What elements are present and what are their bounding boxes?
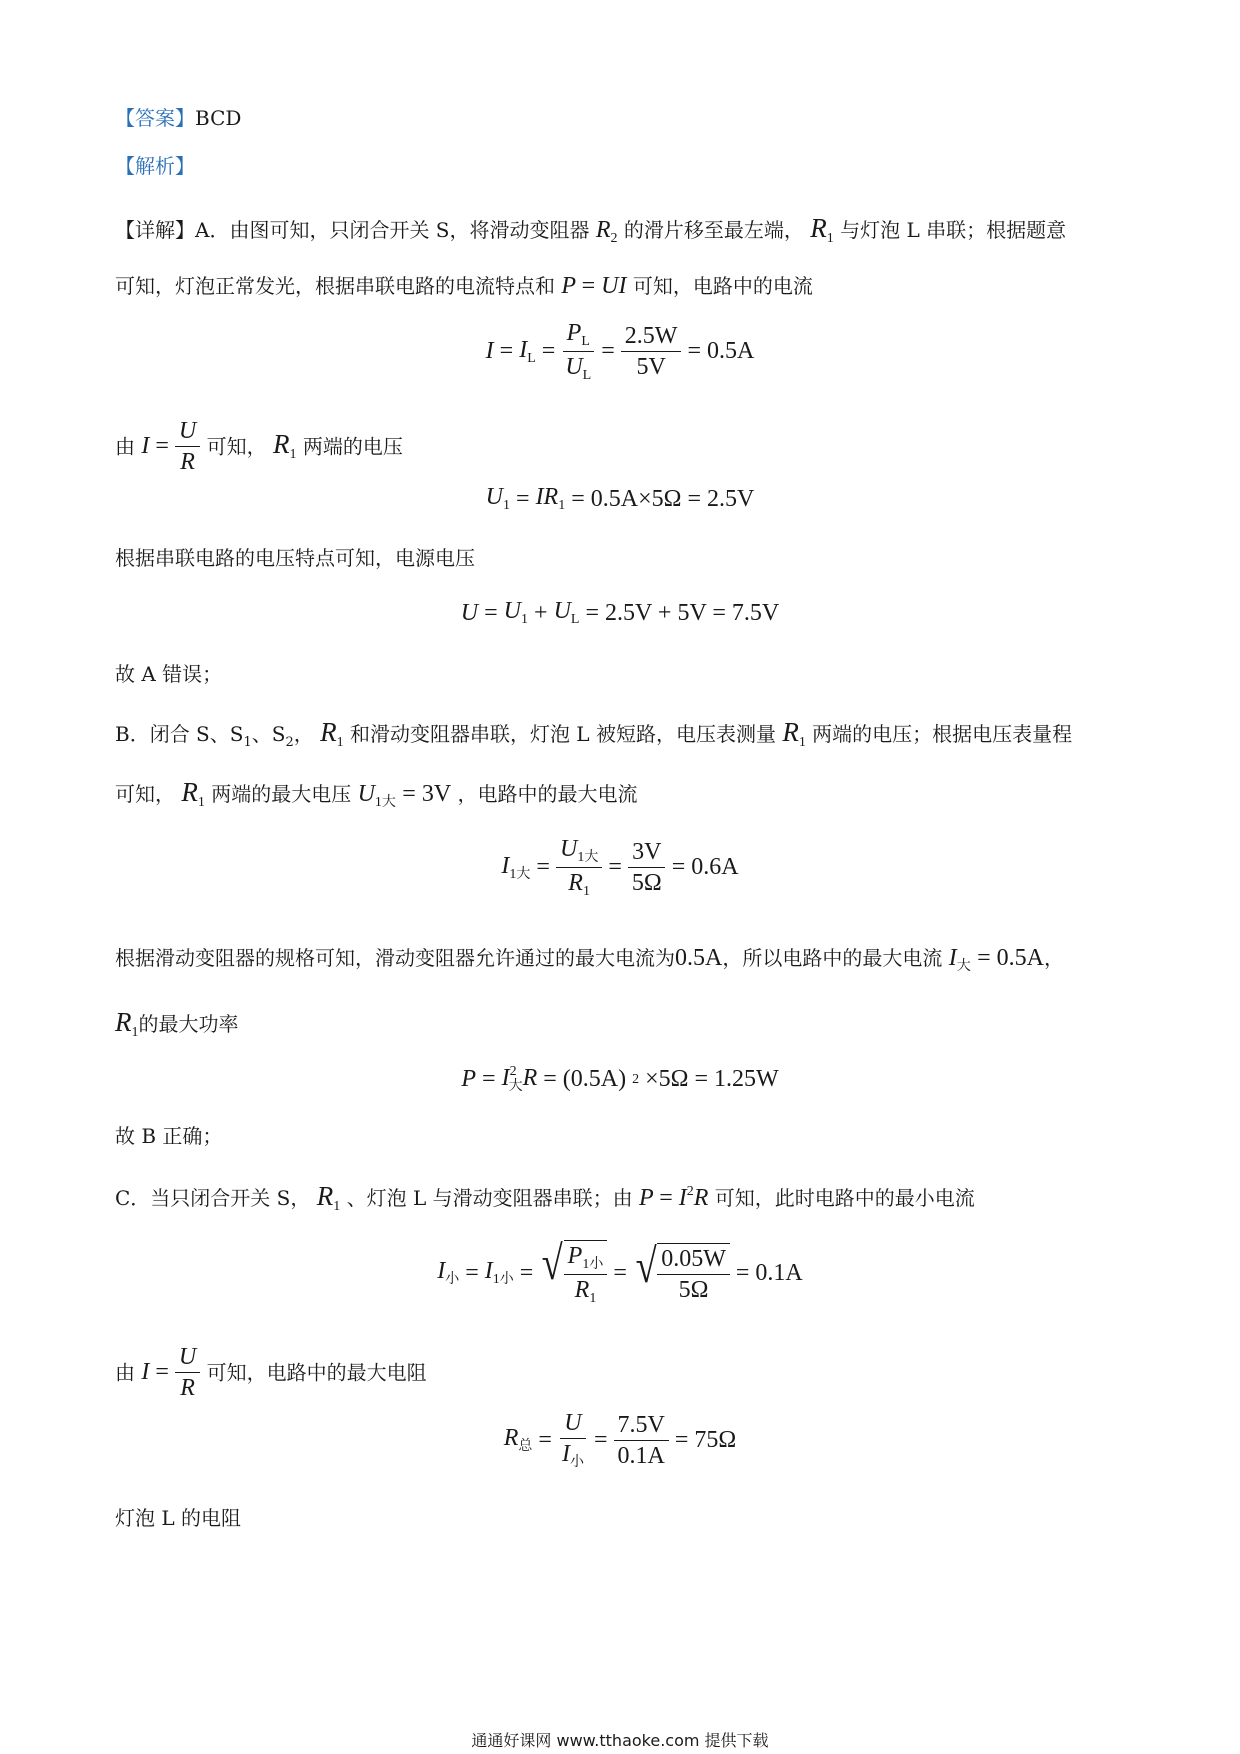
equation-imin: $I_小$ = $I_{1小}$ = √ $\frac{P_{1小}}{R_1}$ = √ $\frac{0.05W}{5\Omega}$ = 0.1A xyxy=(437,1237,803,1307)
detail-line-9: $R_1$的最大功率 xyxy=(115,1007,239,1040)
text: 可知，电路中的电流 xyxy=(632,274,813,298)
text: ，电路中的最大电流 xyxy=(457,782,638,806)
eq2-text: = 0.5A×5Ω = 2.5V xyxy=(571,485,755,512)
answer-line xyxy=(115,106,1135,130)
text: 与灯泡 L 串联；根据题意 xyxy=(840,218,1067,242)
text: ， xyxy=(1043,946,1064,970)
eq1-num2: 2.5W xyxy=(621,323,682,352)
eq3-text: = 2.5V + 5V = 7.5V xyxy=(585,599,780,626)
text: = 0.5A xyxy=(977,945,1044,971)
eq6-den2: 5Ω xyxy=(678,1277,709,1304)
equation-current: I = $I_L$ = $\frac{P_L}{U_L}$ = $\frac{2.5W}{5V}$ = 0.5A xyxy=(485,320,755,384)
text: 可知， xyxy=(115,782,175,806)
detail-line-7: 可知， $R_1$ 两端的最大电压 $U_{1大} = 3V$ ，电路中的最大电流 xyxy=(115,777,638,810)
text: B．闭合 S、S xyxy=(115,722,244,746)
eq4-num2: 3V xyxy=(628,839,665,868)
detail-line-4 xyxy=(115,546,1135,570)
detail-line-13 xyxy=(115,1506,1135,1530)
analysis-tag: 【解析】 xyxy=(115,154,195,178)
text: 、S xyxy=(251,722,286,746)
text: 灯泡 L 的电阻 xyxy=(115,1506,241,1530)
eq1-result: = 0.5A xyxy=(687,338,755,365)
detail-line-2 xyxy=(115,272,1135,301)
detail-line-5 xyxy=(115,662,1135,686)
eq6-result: = 0.1A xyxy=(735,1259,803,1286)
text: 可知，此时电路中的最小电流 xyxy=(714,1186,975,1210)
text: 和滑动变阻器串联，灯泡 L 被短路，电压表测量 xyxy=(349,722,776,746)
text: C．当只闭合开关 S， xyxy=(115,1186,311,1210)
equation-u: U = $U_1$ + $U_L$ = 2.5V + 5V = 7.5V xyxy=(460,598,780,627)
eq7-num2: 7.5V xyxy=(614,1412,669,1441)
detail-line-12: 由 I = $\frac{U}{R}$ 可知，电路中的最大电阻 xyxy=(115,1344,427,1402)
eq4-den2: 5Ω xyxy=(631,870,662,897)
answer-tag: 【答案】 xyxy=(115,106,195,130)
eq7-den2: 0.1A xyxy=(617,1442,665,1469)
equation-rtotal: $R_总$ = $\frac{U}{I_小}$ = $\frac{7.5V}{0.1A}$ = 75Ω xyxy=(503,1410,737,1471)
footer-watermark: 通通好课网 www.tthaoke.com 提供下载 xyxy=(471,1731,769,1750)
detail-line-6: B．闭合 S、$S_1$、$S_2$， $R_1$ 和滑动变阻器串联，灯泡 L 被短路，电压表测量 $R_1$ 两端的电压；根据电压表量程 xyxy=(115,717,1073,750)
math-r1: $R_1$ xyxy=(810,213,834,246)
eq1-den2: 5V xyxy=(636,354,666,381)
text: 的滑片移至最左端， xyxy=(623,218,804,242)
eq4-result: = 0.6A xyxy=(671,854,739,881)
text: A．由图可知，只闭合开关 S，将滑动变阻器 xyxy=(195,218,590,242)
text: 可知， xyxy=(206,434,267,459)
text: 两端的电压 xyxy=(302,434,403,459)
analysis-line xyxy=(115,154,1135,178)
text: 、灯泡 L 与滑动变阻器串联；由 xyxy=(346,1186,633,1210)
math-r2: $R_2$ xyxy=(595,217,618,246)
text: 可知，电路中的最大电阻 xyxy=(206,1360,427,1385)
eq7-num: U xyxy=(560,1410,585,1439)
text: 的最大功率 xyxy=(138,1012,239,1036)
eq6-num2: 0.05W xyxy=(657,1246,730,1275)
eq5b-text: ×5Ω = 1.25W xyxy=(645,1066,779,1092)
answer-value: BCD xyxy=(195,106,242,130)
detail-line-3: 由 I = $\frac{U}{R}$ 可知， $R_1$ 两端的电压 xyxy=(115,418,403,476)
equation-power: P = $I^2_大R$ = (0.5A) 2 ×5Ω = 1.25W xyxy=(461,1064,779,1094)
text: 可知，灯泡正常发光，根据串联电路的电流特点和 xyxy=(115,274,555,298)
equation-imax: $I_{1大}$ = $\frac{U_{1大}}{R_1}$ = $\frac{3V}{5\Omega}$ = 0.6A xyxy=(501,836,739,900)
text: 两端的电压；根据电压表量程 xyxy=(812,722,1073,746)
eq5-text: = (0.5A) xyxy=(543,1066,627,1092)
text: ，所以电路中的最大电流 xyxy=(722,946,943,970)
detail-line-11: C．当只闭合开关 S， $R_1$ 、灯泡 L 与滑动变阻器串联；由 $P = I^2R$ 可知，此时电路中的最小电流 xyxy=(115,1181,975,1214)
eq7-result: = 75Ω xyxy=(674,1426,737,1453)
detail-tag: 【详解】 xyxy=(115,218,195,242)
text: ， xyxy=(293,722,314,746)
text: 故 A 错误； xyxy=(115,662,223,686)
text: 根据滑动变阻器的规格可知，滑动变阻器允许通过的最大电流为 xyxy=(115,946,675,970)
eq1-den: U xyxy=(565,354,583,381)
text: 0.5A xyxy=(675,945,723,971)
equation-u1: $U_1$ = $IR_1$ = 0.5A×5Ω = 2.5V xyxy=(485,484,755,513)
text: = 3V xyxy=(402,781,452,807)
text: 由 xyxy=(115,434,135,459)
detail-line-1 xyxy=(115,212,1135,248)
eq1-num: P xyxy=(566,320,582,346)
text: 故 B 正确； xyxy=(115,1124,223,1148)
math-p-ui: P = UI xyxy=(561,273,627,299)
detail-line-8: 根据滑动变阻器的规格可知，滑动变阻器允许通过的最大电流为0.5A，所以电路中的最大电流 $I_大 = 0.5A$， xyxy=(115,945,1064,974)
text: 根据串联电路的电压特点可知，电源电压 xyxy=(115,546,475,570)
text: 两端的最大电压 xyxy=(211,782,352,806)
text: 由 xyxy=(115,1360,135,1385)
detail-line-10 xyxy=(115,1124,1135,1148)
